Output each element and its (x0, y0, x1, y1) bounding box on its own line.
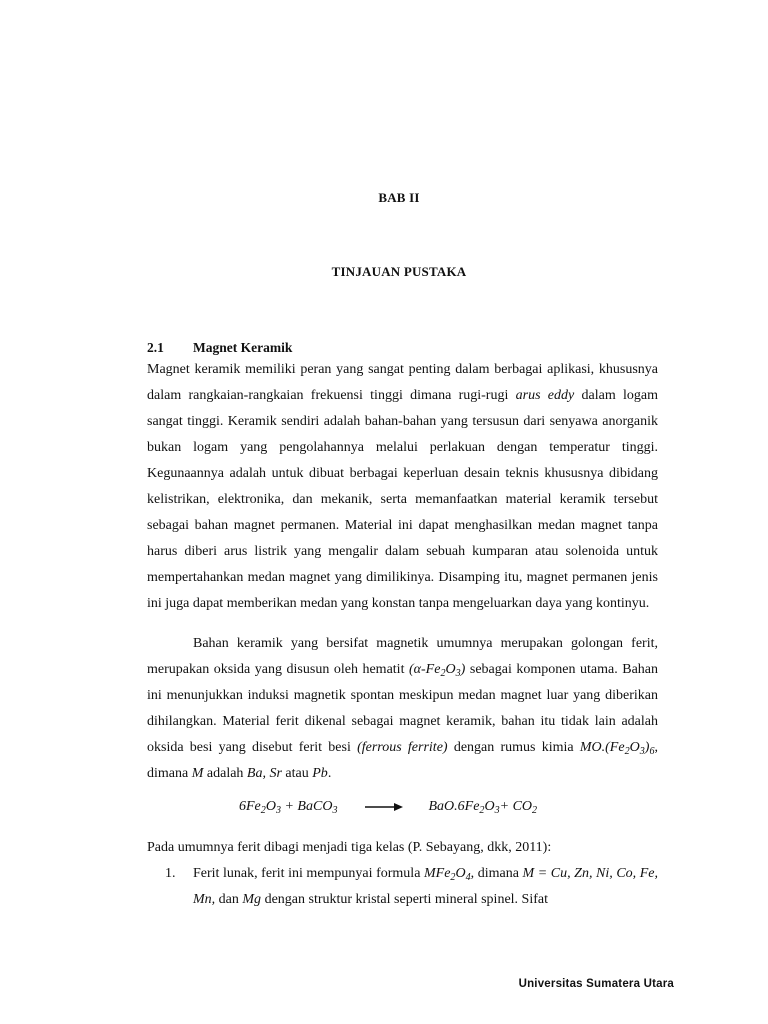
paragraph-text: Bahan keramik yang bersifat magnetik umumnya merupakan golongan ferit, merupakan oksida yang disusun oleh hematit (147, 636, 658, 677)
footer-university: Universitas Sumatera Utara (518, 978, 674, 990)
reactants: $6Fe_2O_3$ + BaCO$_3$ (239, 799, 338, 817)
reaction-arrow-icon (357, 799, 411, 815)
section-title: Magnet Keramik (193, 340, 293, 355)
ferrite-formula: $MO.(Fe_2O_3)_6$ (579, 740, 655, 758)
paragraph-text: sebagai komponen utama. Bahan ini menunjukkan induksi magnetik spontan meskipun medan magnet luar yang diberikan dihilangkan. Material ferit dikenal sebagai magnet keramik, bahan itu tidak lain adalah oksida besi yang disebut ferit besi (147, 662, 658, 755)
products: $BaO.6Fe_2O_3+ CO_2$ (428, 799, 538, 817)
italic-term: arus eddy (515, 388, 575, 403)
section-heading (147, 340, 292, 356)
chapter-label: BAB II (378, 190, 420, 205)
italic-term: (ferrous ferrite) (357, 740, 448, 755)
list-item-text: Ferit lunak, ferit ini mempunyai formula $MFe_2O_4$, dimana M = Cu, Zn, Ni, Co, Fe, Mn, dan Mg dengan struktur kristal seperti mineral spinel. Sifat (193, 866, 658, 907)
paragraph-text: dengan rumus kimia (447, 740, 580, 755)
paragraph-text: , dimana (147, 740, 658, 781)
list-item-number: 1. (165, 866, 176, 881)
paragraph-text: Magnet keramik memiliki peran yang sangat penting dalam berbagai aplikasi, khususnya dalam rangkaian-rangkaian frekuensi tinggi dimana rugi-rugi (147, 362, 658, 403)
ferrite-class-list (165, 861, 658, 913)
reaction-equation (239, 799, 537, 815)
chapter-title: TINJAUAN PUSTAKA (331, 264, 467, 279)
paragraph-text: dalam logam sangat tinggi. Keramik sendiri adalah bahan-bahan yang tersusun dari senyawa anorganik bukan logam yang pengolahannya melalui perlakuan dengan temperatur tinggi. Kegunaannya adalah untuk dibuat berbagai keperluan desain teknis khususnya dibidang kelistrikan, elektronika, dan mekanik, serta memanfaatkan material keramik tersebut sebagai bahan magnet permanen. Material ini dapat menghasilkan medan magnet tanpa harus diberi arus listrik yang mengalir dalam sebuah kumparan atau solenoida untuk mempertahankan medan magnet yang dimilikinya. Disamping itu, magnet permanen jenis ini juga dapat memberikan medan yang konstan tanpa mengeluarkan daya yang kontinyu. (147, 388, 658, 611)
section-number: 2.1 (147, 340, 164, 355)
italic-term: M (191, 766, 204, 781)
paragraph-ferrite-classes: Pada umumnya ferit dibagi menjadi tiga kelas (P. Sebayang, dkk, 2011): (147, 840, 552, 855)
paragraph-text: . (327, 766, 332, 781)
list-item (165, 861, 658, 913)
paragraph-text: adalah (203, 766, 247, 781)
italic-term: Ba, Sr (246, 766, 282, 781)
paragraph-text: atau (281, 766, 313, 781)
paragraph-ferit (147, 631, 658, 787)
italic-term: Pb (312, 766, 328, 781)
paragraph-magnet-keramik (147, 357, 658, 617)
hematite-formula: $(\alpha-Fe_2O_3)$ (409, 662, 466, 680)
